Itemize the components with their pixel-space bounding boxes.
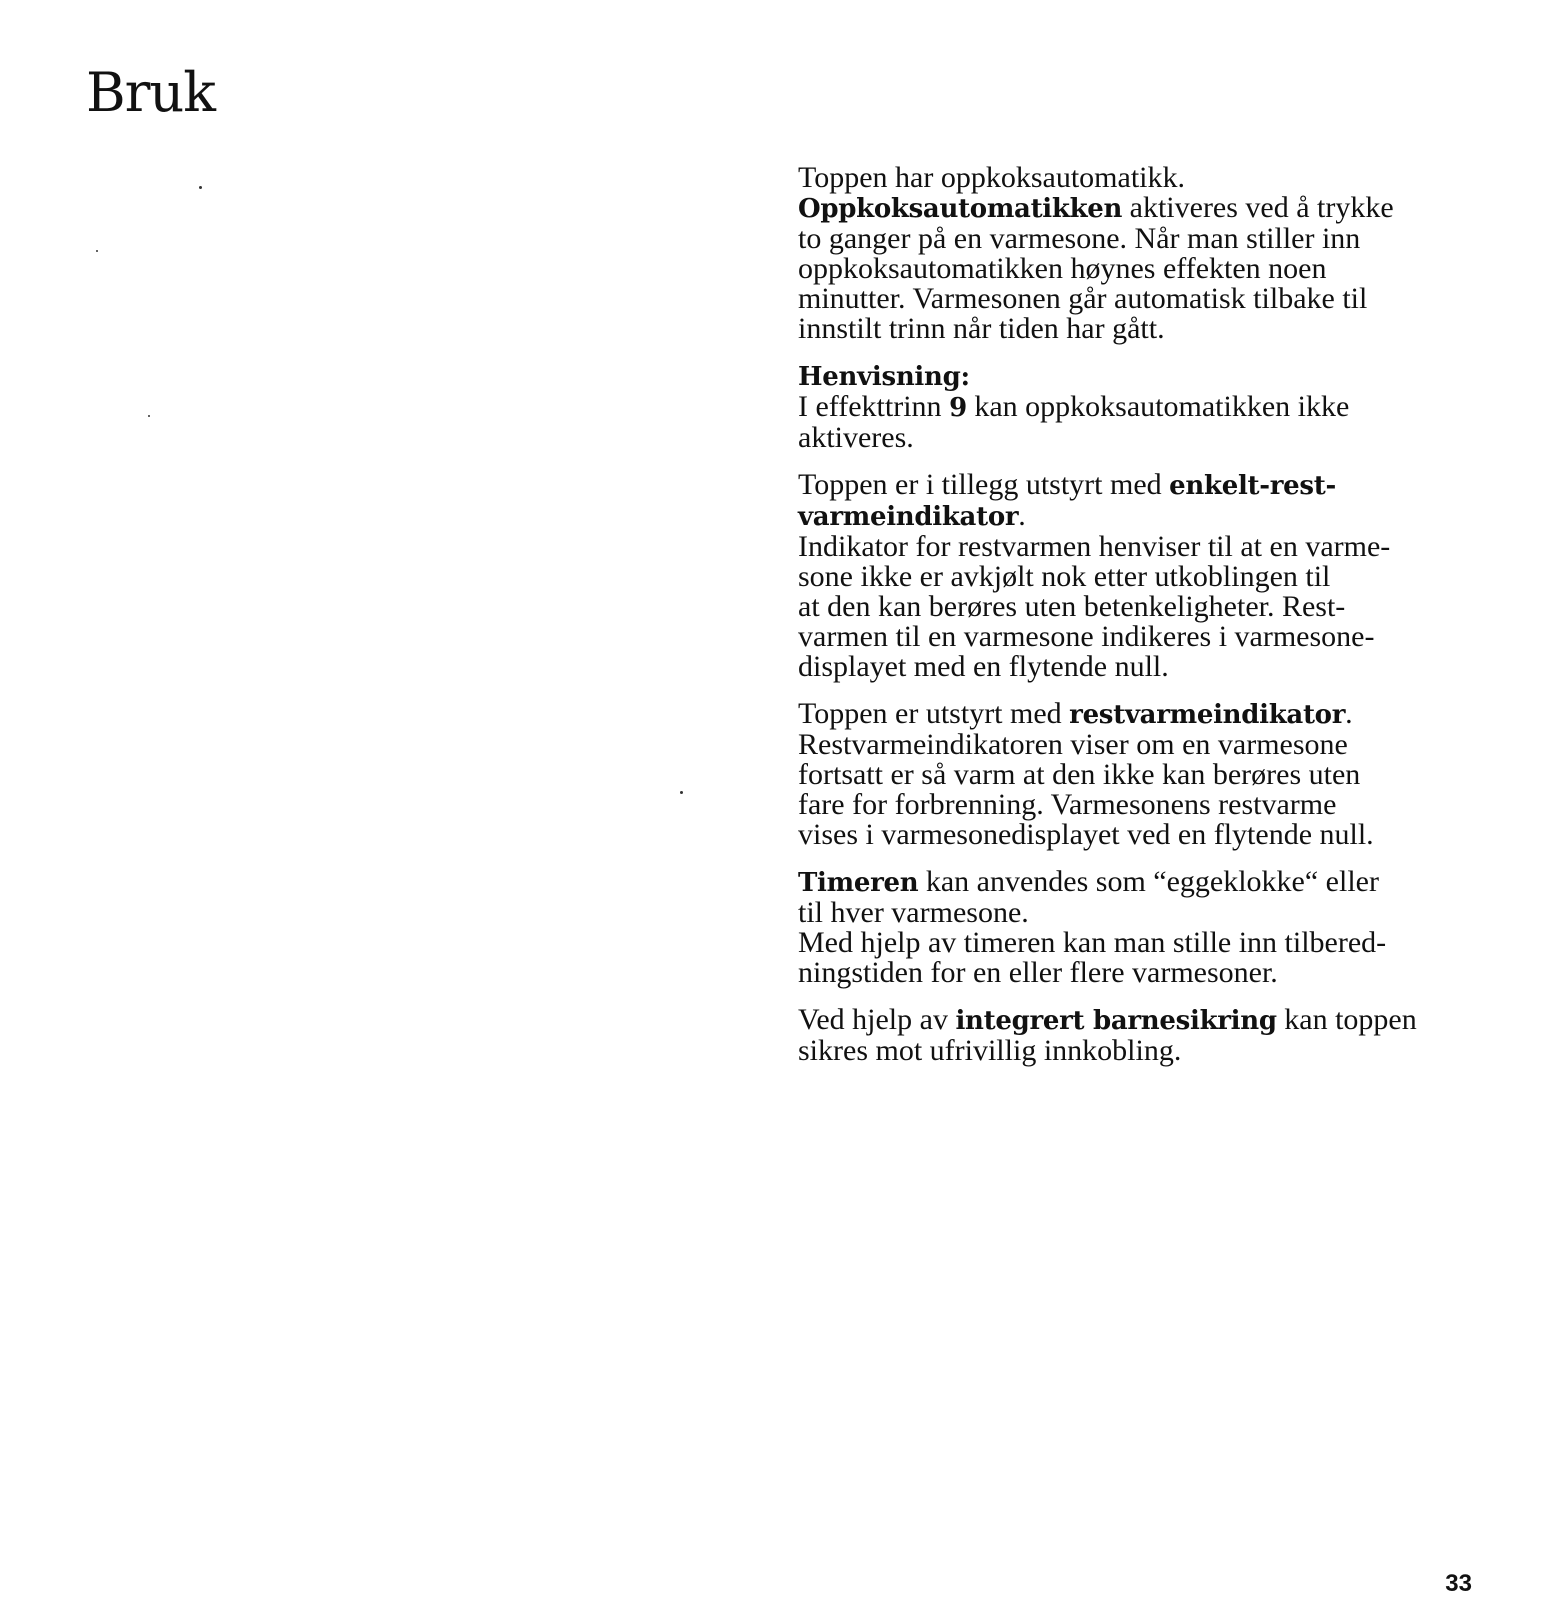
text-run: I effekttrinn	[798, 390, 950, 423]
text-run: kan anvendes som “eggeklokke“ eller	[918, 865, 1379, 898]
text-line	[798, 501, 1488, 532]
text-line	[798, 470, 1488, 501]
term-varmeindikator: varmeindikator	[798, 502, 1019, 532]
text-line: at den kan berøres uten betenkeligheter. Rest-	[798, 590, 1346, 623]
text-line	[798, 361, 1488, 392]
text-run: Ved hjelp av	[798, 1003, 956, 1036]
text-run: aktiveres ved å trykke	[1122, 191, 1394, 224]
text-line	[798, 193, 1488, 224]
text-line: sikres mot ufrivillig innkobling.	[798, 1034, 1182, 1067]
section-title: Bruk	[86, 61, 215, 124]
text-run: .	[1345, 697, 1353, 730]
text-line: varmen til en varmesone indikeres i varmesone-	[798, 620, 1375, 653]
text-line: ningstiden for en eller flere varmesoner.	[798, 956, 1278, 989]
text-line: oppkoksautomatikken høynes effekten noen	[798, 252, 1327, 285]
text-line: Indikator for restvarmen henviser til at en varme-	[798, 530, 1391, 563]
page-number: 33	[1445, 1570, 1472, 1597]
text-line: sone ikke er avkjølt nok etter utkoblingen til	[798, 560, 1331, 593]
text-line: innstilt trinn når tiden har gått.	[798, 312, 1165, 345]
text-line: displayet med en flytende null.	[798, 650, 1169, 683]
text-line: til hver varmesone.	[798, 896, 1029, 929]
text-line: fare for forbrenning. Varmesonens restvarme	[798, 788, 1337, 821]
text-line: fortsatt er så varm at den ikke kan berøres uten	[798, 758, 1361, 791]
text-line: Toppen har oppkoksautomatikk.	[798, 161, 1185, 194]
text-run: kan oppkoksautomatikken ikke	[966, 390, 1350, 423]
term-oppkoksautomatikken: Oppkoksautomatikken	[798, 194, 1123, 224]
paragraph-single-residual-heat	[798, 470, 1488, 682]
text-run: .	[1018, 499, 1026, 532]
note-heading: Henvisning:	[798, 362, 970, 392]
paragraph-note	[798, 361, 1488, 453]
text-line	[798, 392, 1488, 423]
main-text	[798, 163, 1488, 1066]
paragraph-timer	[798, 867, 1488, 988]
power-level-number: 9	[949, 393, 967, 423]
text-run: Toppen er utstyrt med	[798, 697, 1070, 730]
paragraph-boil-automatic	[798, 163, 1488, 344]
paragraph-child-lock	[798, 1005, 1488, 1066]
text-run: Toppen er i tillegg utstyrt med	[798, 468, 1170, 501]
scan-speck	[680, 791, 683, 794]
text-line: Restvarmeindikatoren viser om en varmesone	[798, 728, 1348, 761]
text-line	[798, 699, 1488, 730]
text-line: to ganger på en varmesone. Når man stiller inn	[798, 222, 1361, 255]
text-line: Med hjelp av timeren kan man stille inn tilbered-	[798, 926, 1387, 959]
scan-speck	[96, 250, 98, 252]
text-line	[798, 1005, 1488, 1036]
term-enkelt-rest: enkelt-rest-	[1169, 471, 1336, 501]
text-line: vises i varmesonedisplayet ved en flytende null.	[798, 818, 1374, 851]
text-line	[798, 867, 1488, 898]
term-restvarmeindikator: restvarmeindikator	[1069, 700, 1346, 730]
text-run: kan toppen	[1276, 1003, 1417, 1036]
term-timeren: Timeren	[798, 868, 919, 898]
scan-speck	[148, 415, 150, 417]
term-integrert-barnesikring: integrert barnesikring	[955, 1006, 1277, 1036]
text-line: minutter. Varmesonen går automatisk tilbake til	[798, 282, 1368, 315]
scan-speck	[199, 186, 202, 189]
paragraph-residual-heat	[798, 699, 1488, 850]
text-line: aktiveres.	[798, 421, 914, 454]
